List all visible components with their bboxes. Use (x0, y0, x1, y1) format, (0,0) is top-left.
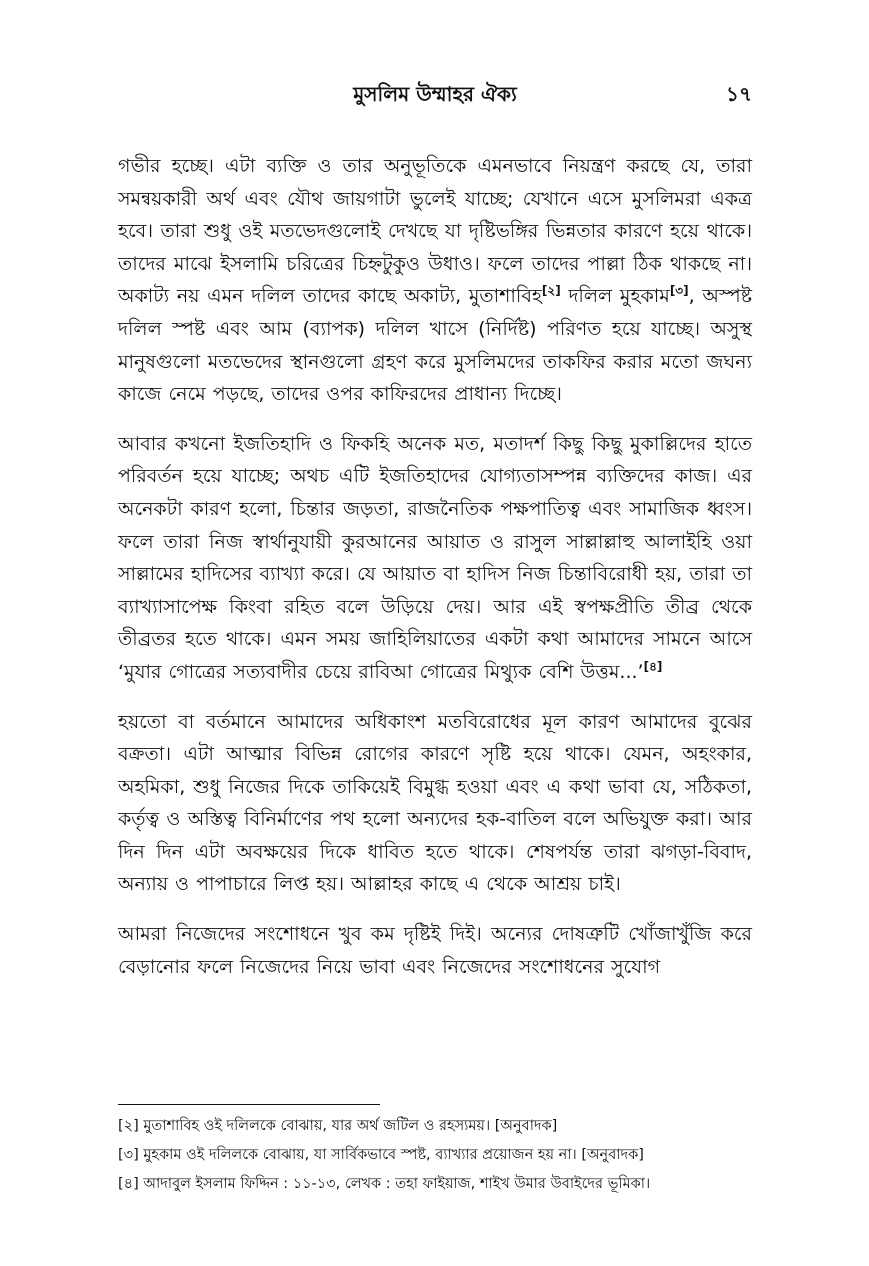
page-header (118, 74, 752, 114)
paragraph-4-text: আমরা নিজেদের সংশোধনে খুব কম দৃষ্টিই দিই। অন্যের দোষত্রুটি খোঁজাখুঁজি করে বেড়ানোর ফলে নিজেদের নিয়ে ভাবা এবং নিজেদের সংশোধনের সুযোগ (118, 923, 752, 978)
footnotes (118, 1114, 752, 1201)
running-title: মুসলিম উম্মাহর ঐক্য (353, 82, 517, 106)
paragraph-2 (118, 428, 752, 689)
footnote-ref-4: [৪] (643, 659, 663, 674)
paragraph-1-part-1: গভীর হচ্ছে। এটা ব্যক্তি ও তার অনুভূতিকে এমনভাবে নিয়ন্ত্রণ করছে যে, তারা সমন্বয়কারী অর্থ এবং যৌথ জায়গাটা ভুলেই যাচ্ছে; যেখানে এসে মুসলিমরা একত্র হবে। তারা শুধু ওই মতভেদগুলোই দেখছে যা দৃষ্টিভঙ্গির ভিন্নতার কারণে হয়ে থাকে। তাদের মাঝে ইসলামি চরিত্রের চিহ্নটুকুও উধাও। ফলে তাদের পাল্লা ঠিক থাকছে না। অকাট্য নয় এমন দলিল তাদের কাছে অকাট্য, মুতাশাবিহ (118, 155, 752, 308)
paragraph-1 (118, 150, 752, 411)
page-number: ১৭ (726, 82, 752, 106)
footnote-3: [৩] মুহকাম ওই দলিলকে বোঝায়, যা সার্বিকভাবে স্পষ্ট, ব্যাখ্যার প্রয়োজন হয় না। [অনুবাদক] (118, 1147, 644, 1163)
paragraph-2-text: আবার কখনো ইজতিহাদি ও ফিকহি অনেক মত, মতাদর্শ কিছু কিছু মুকাল্লিদের হাতে পরিবর্তন হয়ে যাচ্ছে; অথচ এটি ইজতিহাদের যোগ্যতাসম্পন্ন ব্যক্তিদের কাজ। এর অনেকটা কারণ হলো, চিন্তার জড়তা, রাজনৈতিক পক্ষপাতিত্ব এবং সামাজিক ধ্বংস। ফলে তারা নিজ স্বার্থানুযায়ী কুরআনের আয়াত ও রাসুল সাল্লাল্লাহু আলাইহি ওয়া সাল্লামের হাদিসের ব্যাখ্যা করে। যে আয়াত বা হাদিস নিজ চিন্তাবিরোধী হয়, তারা তা ব্যাখ্যাসাপেক্ষ কিংবা রহিত বলে উড়িয়ে দেয়। আর এই স্বপক্ষপ্রীতি তীব্র থেকে তীব্রতর হতে থাকে। এমন সময় জাহিলিয়াতের একটা কথা আমাদের সামনে আসে ‘মুযার গোত্রের সত্যবাদীর চেয়ে রাবিআ গোত্রের মিথ্যুক বেশি উত্তম...’ (118, 432, 752, 683)
paragraph-1-part-2: দলিল মুহকাম (560, 285, 670, 308)
footnote-2: [২] মুতাশাবিহ ওই দলিলকে বোঝায়, যার অর্থ জটিল ও রহস্যময়। [অনুবাদক] (118, 1118, 558, 1134)
footnote-ref-3: [৩] (669, 284, 689, 299)
paragraph-3-text: হয়তো বা বর্তমানে আমাদের অধিকাংশ মতবিরোধের মূল কারণ আমাদের বুঝের বক্রতা। এটা আত্মার বিভিন্ন রোগের কারণে সৃষ্টি হয়ে থাকে। যেমন, অহংকার, অহমিকা, শুধু নিজের দিকে তাকিয়েই বিমুগ্ধ হওয়া এবং এ কথা ভাবা যে, সঠিকতা, কর্তৃত্ব ও অস্তিত্ব বিনির্মাণের পথ হলো অন্যদের হক-বাতিল বলে অভিযুক্ত করা। আর দিন দিন এটা অবক্ষয়ের দিকে ধাবিত হতে থাকে। শেষপর্যন্ত তারা ঝগড়া-বিবাদ, অন্যায় ও পাপাচারে লিপ্ত হয়। আল্লাহর কাছে এ থেকে আশ্রয় চাই। (118, 710, 752, 896)
footnote-ref-2: [২] (541, 284, 561, 299)
paragraph-1-part-3: , অস্পষ্ট দলিল স্পষ্ট এবং আম (ব্যাপক) দলিল খাসে (নির্দিষ্ট) পরিণত হয়ে যাচ্ছে। অসুস্থ মানুষগুলো মতভেদের স্থানগুলো গ্রহণ করে মুসলিমদের তাকফির করার মতো জঘন্য কাজে নেমে পড়ছে, তাদের ওপর কাফিরদের প্রাধান্য দিচ্ছে। (118, 285, 753, 406)
footnote-4: [৪] আদাবুল ইসলাম ফিদ্দিন : ১১-১৩, লেখক : তহা ফাইয়াজ, শাইখ উমার উবাইদের ভূমিকা। (118, 1176, 651, 1192)
main-text (118, 150, 752, 1000)
paragraph-4 (118, 918, 752, 983)
footnote-divider (118, 1104, 380, 1105)
paragraph-3 (118, 706, 752, 902)
